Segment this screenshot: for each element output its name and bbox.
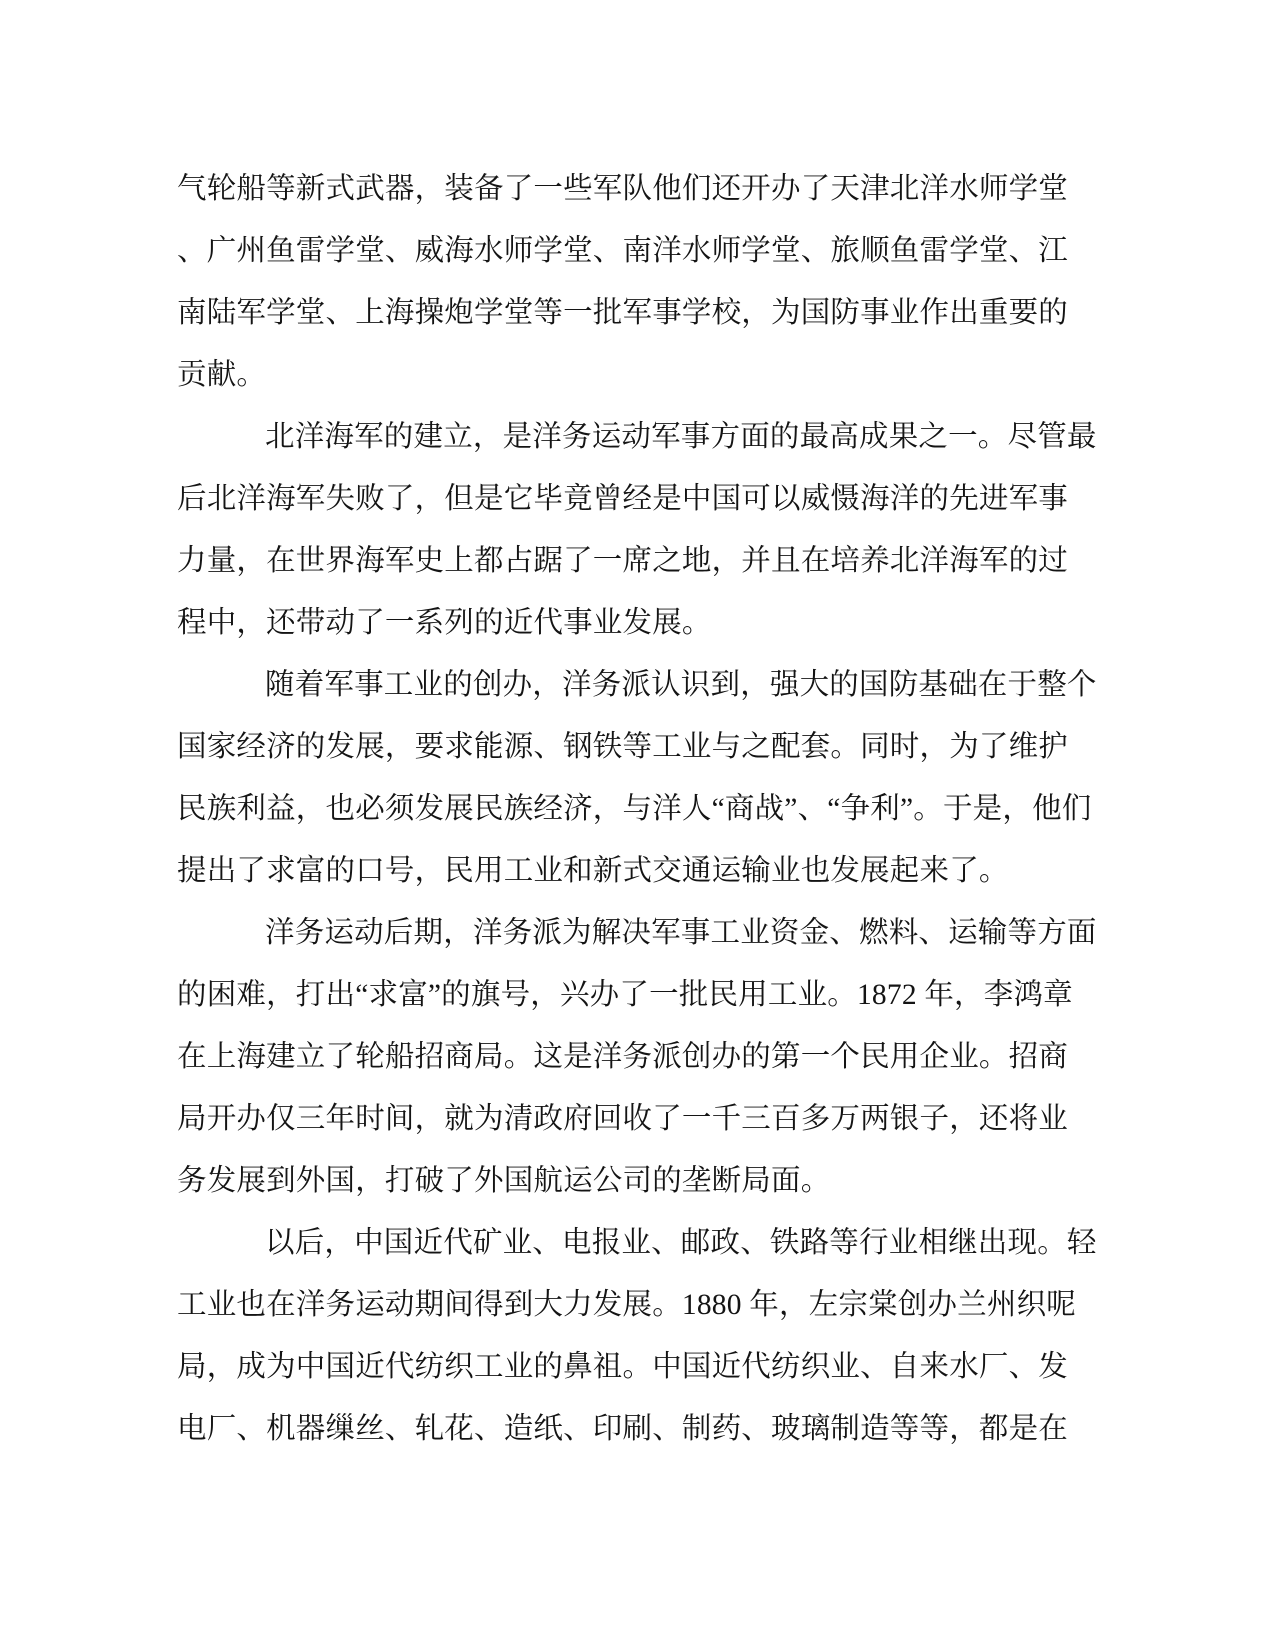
text-line: 国家经济的发展，要求能源、钢铁等工业与之配套。同时，为了维护 bbox=[177, 731, 1069, 763]
text-line: 在上海建立了轮船招商局。这是洋务派创办的第一个民用企业。招商 bbox=[177, 1041, 1069, 1073]
paragraph-4 bbox=[177, 902, 1137, 1212]
paragraph-2 bbox=[177, 406, 1137, 654]
text-line: 以后，中国近代矿业、电报业、邮政、铁路等行业相继出现。轻 bbox=[265, 1227, 1097, 1259]
paragraph-3 bbox=[177, 654, 1137, 902]
paragraph-1 bbox=[177, 158, 1137, 406]
text-line: 务发展到外国，打破了外国航运公司的垄断局面。 bbox=[177, 1165, 831, 1197]
text-line: 后北洋海军失败了，但是它毕竟曾经是中国可以威慑海洋的先进军事 bbox=[177, 483, 1069, 515]
text-line: 北洋海军的建立，是洋务运动军事方面的最高成果之一。尽管最 bbox=[265, 421, 1097, 453]
text-line: 随着军事工业的创办，洋务派认识到，强大的国防基础在于整个 bbox=[265, 669, 1097, 701]
text-line: 程中，还带动了一系列的近代事业发展。 bbox=[177, 607, 712, 639]
text-line: 气轮船等新式武器，装备了一些军队他们还开办了天津北洋水师学堂 bbox=[177, 173, 1069, 205]
text-line: 提出了求富的口号，民用工业和新式交通运输业也发展起来了。 bbox=[177, 855, 1009, 887]
text-line: 局，成为中国近代纺织工业的鼻祖。中国近代纺织业、自来水厂、发 bbox=[177, 1351, 1069, 1383]
text-line: 的困难，打出“求富”的旗号，兴办了一批民用工业。1872 年，李鸿章 bbox=[177, 979, 1073, 1011]
text-line: 电厂、机器缫丝、轧花、造纸、印刷、制药、玻璃制造等等，都是在 bbox=[177, 1413, 1069, 1445]
document-body bbox=[177, 158, 1137, 1460]
text-line: 局开办仅三年时间，就为清政府回收了一千三百多万两银子，还将业 bbox=[177, 1103, 1069, 1135]
text-line: 民族利益，也必须发展民族经济，与洋人“商战”、“争利”。于是，他们 bbox=[177, 793, 1092, 825]
paragraph-5 bbox=[177, 1212, 1137, 1460]
text-line: 南陆军学堂、上海操炮学堂等一批军事学校，为国防事业作出重要的 bbox=[177, 297, 1069, 329]
text-line: 洋务运动后期，洋务派为解决军事工业资金、燃料、运输等方面 bbox=[265, 917, 1097, 949]
text-line: 工业也在洋务运动期间得到大力发展。1880 年，左宗棠创办兰州织呢 bbox=[177, 1289, 1076, 1321]
text-line: 力量，在世界海军史上都占踞了一席之地，并且在培养北洋海军的过 bbox=[177, 545, 1069, 577]
text-line: 贡献。 bbox=[177, 359, 267, 391]
text-line: 、广州鱼雷学堂、威海水师学堂、南洋水师学堂、旅顺鱼雷学堂、江 bbox=[177, 235, 1069, 267]
